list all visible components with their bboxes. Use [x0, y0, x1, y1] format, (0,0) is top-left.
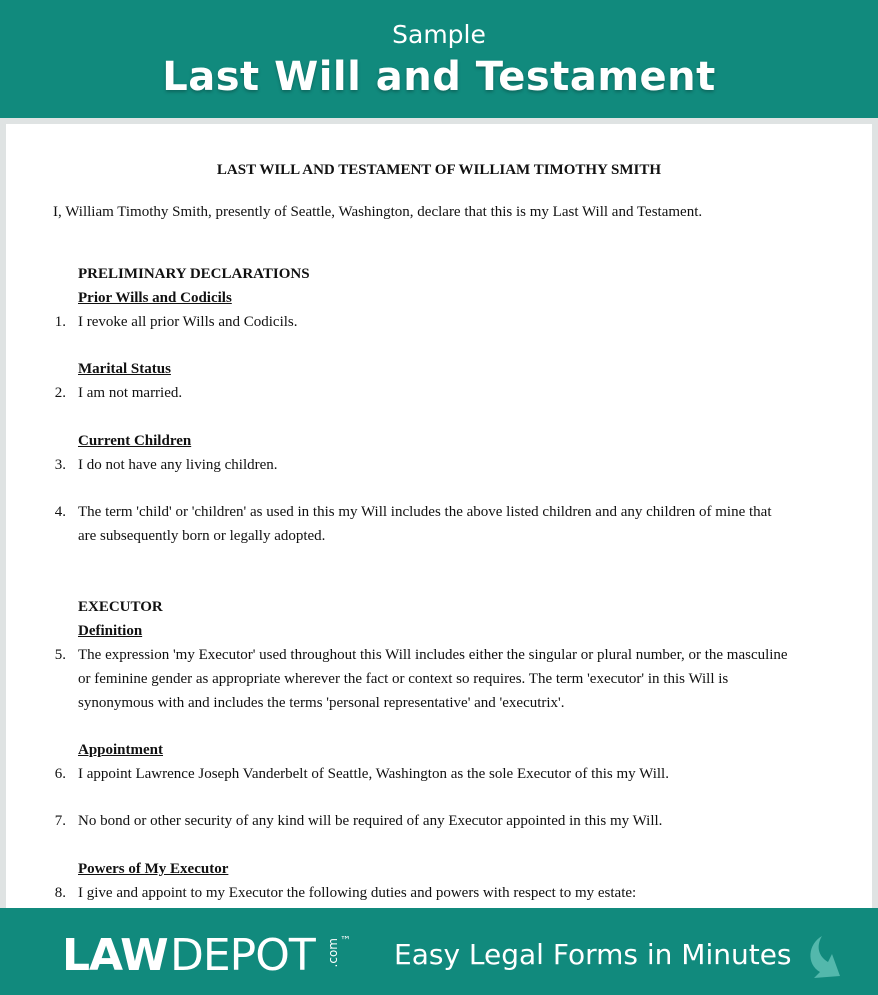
subheading-powers: Powers of My Executor	[78, 861, 229, 877]
intro-paragraph: I, William Timothy Smith, presently of Seattle, Washington, declare that this is my Last Will and Testament.	[53, 204, 703, 220]
logo-com-text: .com	[326, 938, 340, 968]
section-heading-executor: EXECUTOR	[78, 599, 163, 615]
item-6-text: I appoint Lawrence Joseph Vanderbelt of Seattle, Washington as the sole Executor of this my Will.	[78, 766, 669, 782]
item-number: 4.	[54, 504, 66, 520]
curved-arrow-icon	[800, 930, 854, 984]
footer-banner	[0, 908, 878, 995]
item-4-text-line1: The term 'child' or 'children' as used in this my Will includes the above listed children and any children of mine that	[78, 504, 772, 520]
banner-header	[0, 0, 878, 118]
item-number: 5.	[54, 647, 66, 663]
item-7-text: No bond or other security of any kind will be required of any Executor appointed in this my Will.	[78, 813, 663, 829]
subheading-current-children: Current Children	[78, 433, 192, 449]
banner-subtitle: Sample	[392, 20, 486, 49]
subheading-marital-status: Marital Status	[78, 361, 171, 377]
document-page	[6, 124, 872, 908]
item-5-text-line3: synonymous with and includes the terms 'personal representative' and 'executrix'.	[78, 695, 565, 711]
item-2-text: I am not married.	[78, 385, 183, 401]
item-number: 3.	[54, 457, 66, 473]
item-5-text-line2: or feminine gender as appropriate wherever the fact or context so requires. The term 'executor' in this Will is	[78, 671, 729, 687]
section-heading-preliminary: PRELIMINARY DECLARATIONS	[78, 266, 310, 282]
banner-title: Last Will and Testament	[162, 54, 716, 100]
item-4-text-line2: are subsequently born or legally adopted.	[78, 528, 326, 544]
document-title: LAST WILL AND TESTAMENT OF WILLIAM TIMOTHY SMITH	[216, 162, 662, 178]
logo-law-text: LAW	[62, 930, 168, 981]
subheading-prior-wills: Prior Wills and Codicils	[78, 290, 232, 306]
item-number: 7.	[54, 813, 66, 829]
item-number: 1.	[54, 314, 66, 330]
item-number: 8.	[54, 885, 66, 901]
item-5-text-line1: The expression 'my Executor' used throughout this Will includes either the singular or plural number, or the masculine	[78, 647, 788, 663]
document-frame	[0, 118, 878, 908]
subheading-definition: Definition	[78, 623, 143, 639]
item-number: 6.	[54, 766, 66, 782]
subheading-appointment: Appointment	[78, 742, 164, 758]
item-number: 2.	[54, 385, 66, 401]
logo-depot-text: DEPOT	[170, 930, 315, 981]
item-1-text: I revoke all prior Wills and Codicils.	[78, 314, 298, 330]
logo-trademark: ™	[340, 934, 351, 947]
footer-tagline: Easy Legal Forms in Minutes	[394, 938, 792, 971]
item-3-text: I do not have any living children.	[78, 457, 278, 473]
item-8-text: I give and appoint to my Executor the following duties and powers with respect to my estate:	[78, 885, 637, 901]
